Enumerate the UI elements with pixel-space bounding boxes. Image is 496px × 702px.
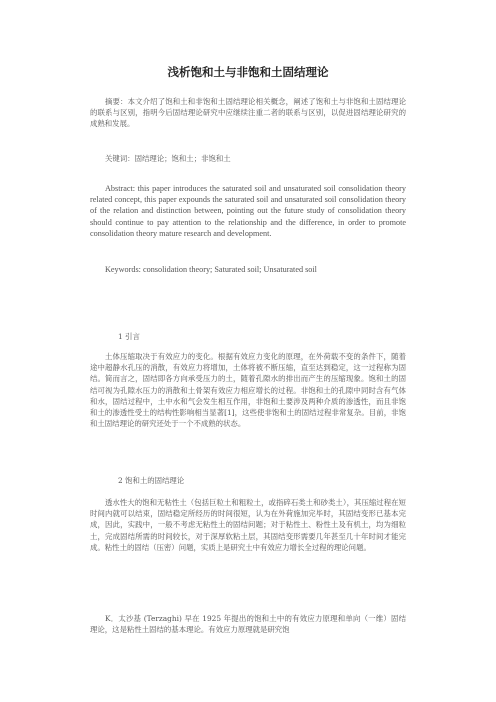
- section-1-heading: 1 引言: [118, 332, 140, 341]
- section-2-body-continued: K．太沙基 (Terzaghi) 早在 1925 年提出的饱和土中的有效应力原理和单向（一维）固结理论，这是粘性土固结的基本理论。有效应力原理就是研究饱: [90, 614, 406, 635]
- keywords-en: Keywords: consolidation theory; Saturated soil; Unsaturated soil: [105, 265, 317, 274]
- paper-title: 浅析饱和土与非饱和土固结理论: [167, 65, 329, 79]
- section-1-body: 土体压缩取决于有效应力的变化。根据有效应力变化的原理，在外荷载不变的条件下，随着途中超静水孔压的消散，有效应力将增加，土体将被不断压缩，直至达到稳定，这一过程称为固结。简而言之，固结即各方向承受压力的土，随着孔隙水的排出而产生的压缩现象。饱和土的固结可视为孔隙水压力的消散和土骨架有效应力相应增长的过程。非饱和土的孔隙中同时含有气体和水，固结过程中，土中水和气会发生相互作用，非饱和土要涉及两种介质的渗透性，而且非饱和土的渗透性受土的结构性影响相当显著[1]，这些使非饱和土的固结过程非常复杂。目前，非饱和土固结理论的研究还处于一个不成熟的状态。: [90, 352, 406, 429]
- abstract-en: Abstract: this paper introduces the saturated soil and unsaturated soil consolidation theory related concept, this paper expounds the saturated soil and unsaturated soil consolidation theory of the relation and distinction between, pointing out the future study of consolidation theory should continue to pay attention to the relationship and the difference, in order to promote consolidation theory mature research and development.: [90, 184, 406, 238]
- keywords-cn: 关键词：固结理论；饱和土；非饱和土: [105, 154, 231, 163]
- abstract-cn: 摘要：本文介绍了饱和土和非饱和土固结理论相关概念，阐述了饱和土与非饱和土固结理论的联系与区别，指明今后固结理论研究中应继续注重二者的联系与区别，以促进固结理论研究的成熟和发展。: [90, 97, 406, 129]
- section-2-heading: 2 饱和土的固结理论: [118, 476, 185, 485]
- section-2-body: 透水性大的饱和无粘性土（包括巨粒土和粗粒土，或指碎石类土和砂类土），其压缩过程在短时间内就可以结束，固结稳定所经历的时间很短，认为在外荷施加完毕时，其固结变形已基本完成，因此，实践中，一般不考虑无粘性土的固结问题；对于粘性土、粉性土及有机土，均为细粒土，完成固结所需的时间较长，对于深厚软粘土层，其固结变形需要几年甚至几十年时间才能完成。粘性土的固结（压密）问题，实质上是研究土中有效应力增长全过程的理论问题。: [90, 498, 406, 552]
